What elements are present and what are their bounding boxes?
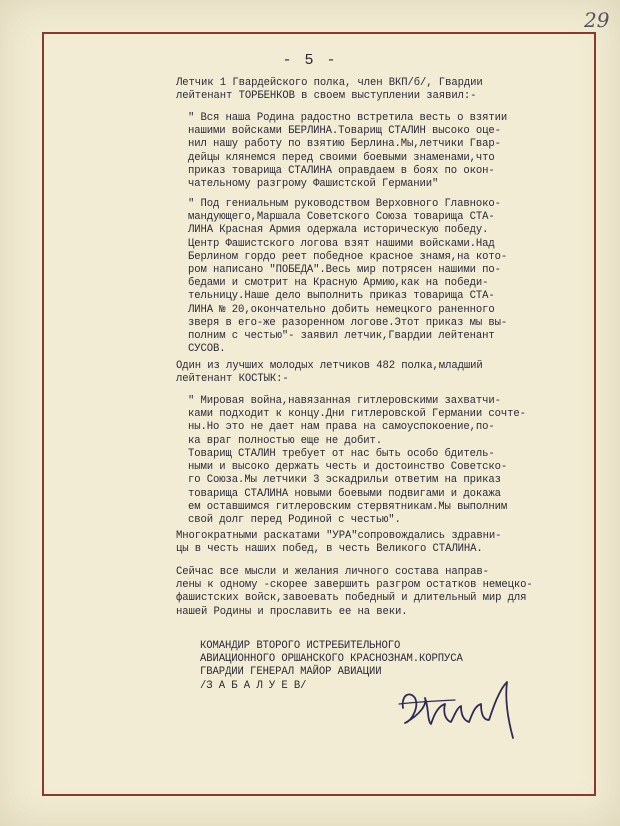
signature-block: КОМАНДИР ВТОРОГО ИСТРЕБИТЕЛЬНОГО АВИАЦИОННОГО ОРШАНСКОГО КРАСНОЗНАМ.КОРПУСА ГВАРДИИ ГЕНЕРАЛ МАЙОР АВИАЦИИ /З А Б А Л У Е В/ bbox=[200, 640, 463, 692]
paragraph-susov-quote: " Под гениальным руководством Верховного Главноко- мандующего,Маршала Советского Союза товарища СТА- ЛИНА Красная Армия одержала историческую победу. Центр Фашистского логова взят нашими войсками.Над Берлином гордо реет победное красное знамя,на кото- ром написано "ПОБЕДА".Весь мир потрясен нашими по- бедами и смотрит на Красную Армию,как на победи- тельницу.Наше дело выполнить приказ товарища СТА- ЛИНА № 20,окончательно добить немецкого раненного зверя в его-же разоренном логове.Этот приказ мы вы- полним с честью"- заявил летчик,Гвардии лейтенант СУСОВ. bbox=[188, 198, 508, 356]
paragraph-kostyk-quote: " Мировая война,навязанная гитлеровскими захватчи- ками подходит к концу.Дни гитлеровской Германии сочте- ны.Но это не дает нам права на самоуспокоение,по- ка враг полностью еще не добит. bbox=[188, 395, 526, 447]
archive-page-number: 29 bbox=[584, 8, 610, 32]
paragraph-torbenkov-quote: " Вся наша Родина радостно встретила весть о взятии нашими войсками БЕРЛИНА.Товарищ СТАЛИН высоко оце- нил нашу работу по взятию Берлина.Мы,летчики Гвар- дейцы клянемся перед своими боевыми знаменами,что приказ товарища СТАЛИНА оправдаем в боях по окон- чательному разгрому Фашистской Германии" bbox=[188, 112, 508, 191]
paragraph-kostyk-quote-continued: Товарищ СТАЛИН требует от нас быть особо бдитель- ными и высоко держать честь и достоинство Советско- го Союза.Мы летчики 3 эскадрильи ответим на приказ товарища СТАЛИНА новыми боевыми подвигами и докажа ем оставшимся гитлеровским стервятникам.Мы выполним свой долг перед Родиной с честью". bbox=[188, 448, 508, 527]
handwritten-signature bbox=[395, 668, 535, 743]
paragraph-kostyk-intro: Один из лучших молодых летчиков 482 полка,младший лейтенант КОСТЫК:- bbox=[176, 360, 483, 386]
paragraph-torbenkov-intro: Летчик 1 Гвардейского полка, член ВКП/б/, Гвардии лейтенант ТОРБЕНКОВ в своем выступлении заявил:- bbox=[176, 77, 483, 103]
paragraph-conclusion: Сейчас все мысли и желания личного состава направ- лены к одному -скорее завершить разгром остатков немецко- фашистских войск,завоевать победный и длительный мир для нашей Родины и прославить ее на веки. bbox=[176, 566, 533, 618]
page-number: - 5 - bbox=[282, 52, 338, 69]
paragraph-ura-cheers: Многократными раскатами "УРА"сопровождались здравни- цы в честь наших побед, в честь Великого СТАЛИНА. bbox=[176, 530, 502, 556]
signature-stroke-main bbox=[403, 682, 513, 738]
